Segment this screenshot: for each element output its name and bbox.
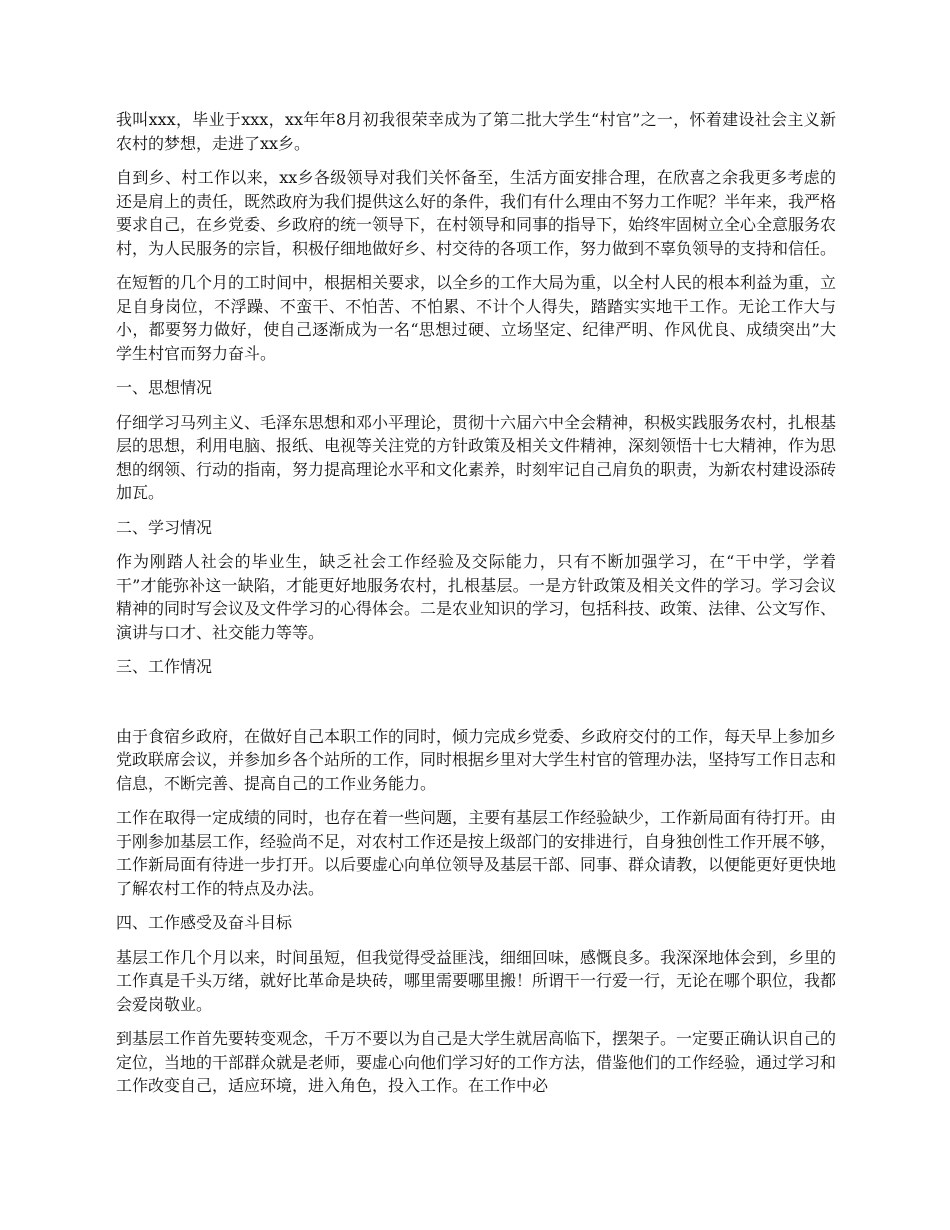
section-heading-feelings-goals: 四、工作感受及奋斗目标 [116, 913, 293, 932]
paragraph-thought: 仔细学习马列主义、毛泽东思想和邓小平理论，贯彻十六届六中全会精神，积极实践服务农村，扎根基层的思想，利用电脑、报纸、电视等关注党的方针政策及相关文件精神，深刻领悟十七大精神，作为思想的纲领、行动的指南，努力提高理论水平和文化素养，时刻牢记自己肩负的职责，为新农村建设添砖加瓦。 [116, 412, 837, 502]
document-body [116, 108, 836, 1109]
section-heading-thought: 一、思想情况 [116, 378, 213, 397]
paragraph-work-duties: 由于食宿乡政府，在做好自己本职工作的同时，倾力完成乡党委、乡政府交付的工作，每天早上参加乡党政联席会议，并参加乡各个站所的工作，同时根据乡里对大学生村官的管理办法，坚持写工作日志和信息，不断完善、提高自己的工作业务能力。 [116, 726, 837, 793]
section-heading-work: 三、工作情况 [116, 657, 213, 676]
blank-gap [116, 690, 836, 725]
paragraph-feelings: 基层工作几个月以来，时间虽短，但我觉得受益匪浅，细细回味，感慨良多。我深深地体会到，乡里的工作真是千头万绪，就好比革命是块砖，哪里需要哪里搬！所谓干一行爱一行，无论在哪个职位，我都会爱岗敬业。 [116, 947, 837, 1014]
paragraph-study: 作为刚踏人社会的毕业生，缺乏社会工作经验及交际能力，只有不断加强学习，在“干中学，学着干”才能弥补这一缺陷，才能更好地服务农村，扎根基层。一是方针政策及相关文件的学习。学习会议精神的同时写会议及文件学习的心得体会。二是农业知识的学习，包括科技、政策、法律、公文写作、演讲与口才、社交能力等等。 [116, 552, 837, 642]
section-heading-study: 二、学习情况 [116, 517, 213, 537]
paragraph-work-problems: 工作在取得一定成绩的同时，也存在着一些问题，主要有基层工作经验缺少，工作新局面有待打开。由于刚参加基层工作，经验尚不足，对农村工作还是按上级部门的安排进行，自身独创性工作开展不够，工作新局面有待进一步打开。以后要虚心向单位领导及基层干部、同事、群众请教，以便能更好更快地了解农村工作的特点及办法。 [116, 808, 837, 898]
paragraph-work-since-arrival: 自到乡、村工作以来，xx乡各级领导对我们关怀备至，生活方面安排合理，在欣喜之余我更多考虑的还是肩上的责任，既然政府为我们提供这么好的条件，我们有什么理由不努力工作呢？半年来，我严格要求自己，在乡党委、乡政府的统一领导下，在村领导和同事的指导下，始终牢固树立全心全意服务农村，为人民服务的宗旨，积极仔细地做好乡、村交待的各项工作，努力做到不辜负领导的支持和信任。 [116, 168, 837, 258]
paragraph-change-mindset: 到基层工作首先要转变观念，千万不要以为自己是大学生就居高临下，摆架子。一定要正确认识自己的定位，当地的干部群众就是老师，要虚心向他们学习好的工作方法，借鉴他们的工作经验，通过学习和工作改变自己，适应环境，进入角色，投入工作。在工作中必 [116, 1029, 837, 1095]
paragraph-intro: 我叫xxx，毕业于xxx，xx年年8月初我很荣幸成为了第二批大学生“村官”之一，怀着建设社会主义新农村的梦想，走进了xx乡。 [116, 110, 836, 153]
paragraph-short-period: 在短暂的几个月的工时间中，根据相关要求，以全乡的工作大局为重，以全村人民的根本利益为重，立足自身岗位，不浮躁、不蛮干、不怕苦、不怕累、不计个人得失，踏踏实实地干工作。无论工作大与小，都要努力做好，使自己逐渐成为一名“思想过硬、立场坚定、纪律严明、作风优良、成绩突出”大学生村官而努力奋斗。 [116, 273, 837, 363]
